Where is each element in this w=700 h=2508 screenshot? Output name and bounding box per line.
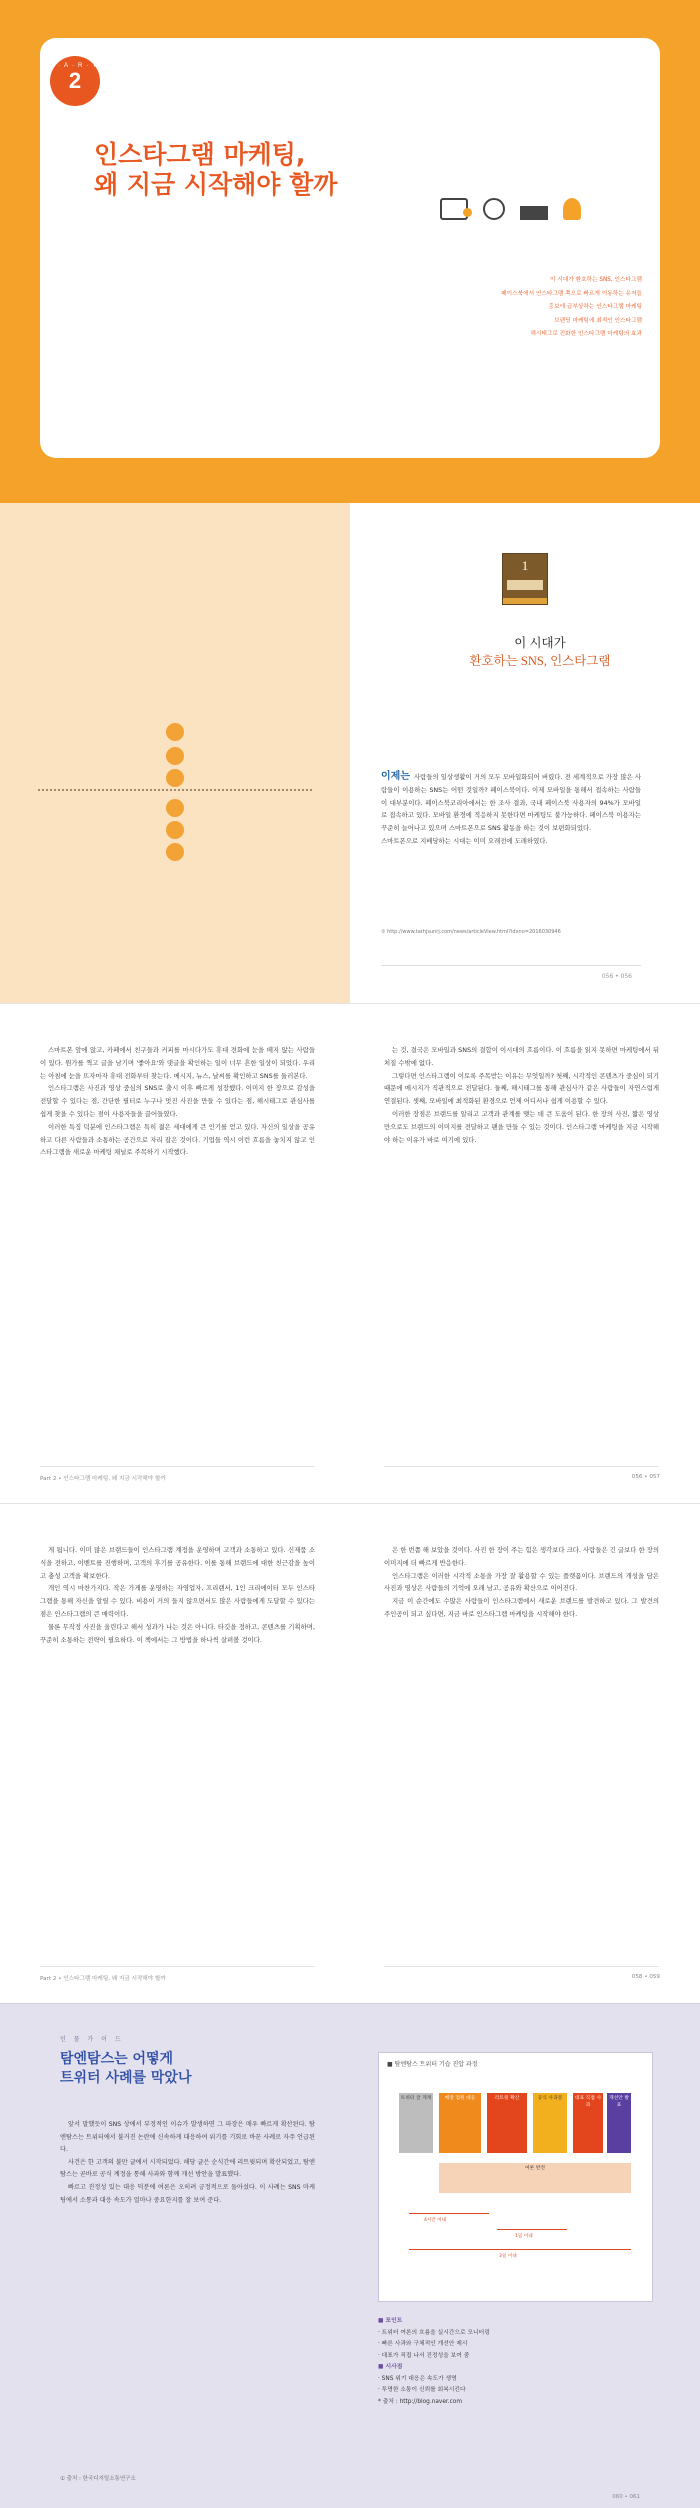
camera-icon xyxy=(483,198,505,220)
section-opener-page xyxy=(0,503,700,1003)
diagram-box: 개선안 발표 xyxy=(607,2093,631,2153)
wifi-icon xyxy=(166,723,184,741)
heart-icon xyxy=(166,843,184,861)
lead-word: 이제는 xyxy=(381,771,410,782)
chapter-number: 1 xyxy=(521,558,529,573)
text-spread-1 xyxy=(0,1003,700,1503)
paragraph: 빠르고 진정성 있는 대응 덕분에 여론은 오히려 긍정적으로 돌아섰다. 이 사례는 SNS 마케팅에서 소통과 대응 속도가 얼마나 중요한지를 잘 보여 준다. xyxy=(60,2183,315,2204)
page-rule xyxy=(384,1966,659,1967)
page-number: 060 • 061 xyxy=(612,2494,640,2500)
text-spread-2 xyxy=(0,1503,700,2003)
part-opener-page xyxy=(0,0,700,503)
note-item: · 투명한 소통이 신뢰를 회복시킨다 xyxy=(378,2387,466,2393)
notes-heading: ■ 시사점 xyxy=(378,2364,403,2370)
running-footer: Part 2 • 인스타그램 마케팅, 왜 지금 시작해야 할까 xyxy=(40,1476,166,1482)
paragraph: 는 것, 결국은 모바일과 SNS의 결합이 이시대의 흐름이다. 이 흐름을 읽지 못하면 마케팅에서 뒤처질 수밖에 없다. xyxy=(384,1046,659,1067)
diagram-box: 대표 직접 사과 xyxy=(573,2093,603,2153)
notes-heading: ■ 포인트 xyxy=(378,2318,403,2324)
page-rule xyxy=(381,965,641,966)
paragraph: 게 됩니다. 이미 많은 브랜드들이 인스타그램 계정을 운영하며 고객과 소통하고 있다. 신제품 소식을 전하고, 이벤트를 진행하며, 고객의 후기를 공유한다. 이를 통해 브랜드에 대한 친근감을 높이고 충성 고객을 확보한다. xyxy=(40,1546,315,1580)
paragraph: 지금 이 순간에도 수많은 사람들이 인스타그램에서 새로운 브랜드를 발견하고 있다. 그 발견의 주인공이 되고 싶다면, 지금 바로 인스타그램 마케팅을 시작해야 한다. xyxy=(384,1597,659,1618)
toc-item[interactable]: 홍보에 급부상하는 인스타그램 마케팅 xyxy=(548,304,642,311)
paragraph: 스마트폰 앞에 앉고, 카페에서 친구들과 커피를 마시다가도 휴대 전화에 눈을 떼지 않는 사람들이 있다. 뭔가를 찍고 글을 남기며 '좋아요'와 댓글을 확인하는 일이 너무 흔한 일상이 되었다. 우리는 아침에 눈을 뜨자마자 휴대 전화부터 찾는다. 메시지, 뉴스, 날씨를 확인하고 SNS를 둘러본다. xyxy=(40,1046,315,1080)
book-bar xyxy=(503,598,547,604)
computer-icon xyxy=(440,198,468,220)
paragraph: 이러한 장점은 브랜드를 알리고 고객과 관계를 맺는 데 큰 도움이 된다. 한 장의 사진, 짧은 영상만으로도 브랜드의 이미지를 전달하고 팬을 만들 수 있는 것이다. 인스타그램 마케팅을 지금 시작해야 하는 이유가 바로 여기에 있다. xyxy=(384,1109,659,1144)
running-footer: Part 2 • 인스타그램 마케팅, 왜 지금 시작해야 할까 xyxy=(40,1976,166,1982)
book-title-strip xyxy=(507,580,543,590)
diagram-box: 공식 사과문 xyxy=(533,2093,567,2153)
video-icon xyxy=(520,206,548,220)
diagram-box: 리트윗 확산 xyxy=(487,2093,527,2153)
paragraph: 사건은 한 고객의 불만 글에서 시작되었다. 해당 글은 순식간에 리트윗되며 확산되었고, 탐엔탐스는 곧바로 공식 계정을 통해 사과와 함께 개선 방안을 발표했다. xyxy=(60,2158,315,2179)
toc-item[interactable]: 브랜딩 마케팅에 최적인 인스타그램 xyxy=(554,317,642,324)
section-heading-small: 이 시대가 xyxy=(514,636,566,650)
diagram-caption: ■ 탐엔탐스 트위터 기습 진압 과정 xyxy=(387,2061,478,2068)
section-body-text: 사람들의 일상생활이 거의 모두 모바일화되어 버렸다. 전 세계적으로 가장 많은 사람들이 이용하는 SNS는 어떤 것일까? 페이스북이다. 이제 모바일을 통해서 접속하는 사람들이 대부분이다. 페이스북코리아에서는 한 조사 결과, 국내 페이스북 사용자의 94%가 모바일로 접속하고 있다. 모바일 환경에 적응하지 못한다면 마케팅도 불가능하다. 페이스북 이용자는 꾸준히 늘어나고 있으며 스마트폰으로 SNS 활동을 하는 것이 보편화되었다. xyxy=(381,773,641,833)
note-source: * 출처 : http://blog.naver.com xyxy=(378,2398,462,2405)
section-side-panel xyxy=(0,503,350,1003)
paragraph: 앞서 말했듯이 SNS 상에서 부정적인 이슈가 발생하면 그 파장은 매우 빠르게 확산된다. 탐엔탐스는 트위터에서 불거진 논란에 신속하게 대응하여 위기를 기회로 바꾼 사례로 자주 언급된다. xyxy=(60,2121,315,2154)
paragraph: 이러한 특징 덕분에 인스타그램은 특히 젊은 세대에게 큰 인기를 얻고 있다. 자신의 일상을 공유하고 다른 사람들과 소통하는 공간으로 자리 잡은 것이다. 기업들 역시 이런 흐름을 놓치지 않고 인스타그램을 새로운 마케팅 채널로 주목하기 시작했다. xyxy=(40,1122,315,1157)
toc-item[interactable]: 해시태그로 진화한 인스타그램 마케팅의 효과 xyxy=(530,331,642,338)
case-title-line2: 트위터 사례를 막았나 xyxy=(60,2070,192,2086)
diagram-box: 매장 점원 대응 xyxy=(439,2093,481,2153)
part-title-line2: 왜 지금 시작해야 할까 xyxy=(94,170,338,199)
section-footnote: ① http://www.tarhjsunrj.com/news/articleView.html?idxno=2016030946 xyxy=(381,929,561,935)
case-study-page xyxy=(0,2003,700,2508)
paragraph: 그렇다면 인스타그램이 이토록 주목받는 이유는 무엇일까? 첫째, 시각적인 콘텐츠가 중심이 되기 때문에 메시지가 직관적으로 전달된다. 둘째, 해시태그를 통해 관심사가 같은 사람들이 자연스럽게 연결된다. 셋째, 모바일에 최적화된 환경으로 언제 어디서나 쉽게 이용할 수 있다. xyxy=(384,1071,659,1106)
left-column xyxy=(40,1544,315,1646)
page-number: 058 • 059 xyxy=(631,1974,660,1980)
timeline-arrow xyxy=(409,2249,631,2250)
camera-icon xyxy=(166,821,184,839)
part-icons xyxy=(440,198,620,222)
note-item: · SNS 위기 대응은 속도가 생명 xyxy=(378,2375,457,2382)
toc-item[interactable]: 페이스북에서 인스타그램 쪽으로 빠르게 이동하는 유저들 xyxy=(501,290,642,297)
paragraph: 인스타그램은 이러한 시각적 소통을 가장 잘 활용할 수 있는 플랫폼이다. 브랜드의 개성을 담은 사진과 영상은 사람들의 기억에 오래 남고, 공유와 확산으로 이어진다. xyxy=(384,1571,659,1593)
note-item: · 트위터 여론의 흐름을 실시간으로 모니터링 xyxy=(378,2329,490,2336)
page-rule xyxy=(384,1466,659,1467)
arrow-label: 3일 이내 xyxy=(499,2254,517,2259)
paragraph: 은 한 번쯤 해 보았을 것이다. 사진 한 장이 주는 힘은 생각보다 크다. 사람들은 긴 글보다 한 장의 이미지에 더 빠르게 반응한다. xyxy=(384,1546,660,1567)
paragraph: 개인 역시 마찬가지다. 작은 가게를 운영하는 자영업자, 프리랜서, 1인 크리에이터 모두 인스타그램을 통해 자신을 알릴 수 있다. 비용이 거의 들지 않으면서도 많은 사람들에게 도달할 수 있다는 점은 인스타그램의 큰 매력이다. xyxy=(40,1584,315,1618)
part-number: 2 xyxy=(68,68,82,93)
part-title xyxy=(94,140,337,200)
toc-item[interactable]: 이 시대가 환호하는 SNS, 인스타그램 xyxy=(550,277,642,283)
right-column xyxy=(384,1544,659,1621)
person-icon xyxy=(563,198,581,220)
diagram-box: 트위터 글 게재 xyxy=(399,2093,433,2153)
arrow-label: 4시간 이내 xyxy=(424,2218,447,2223)
timeline-arrow xyxy=(409,2213,489,2214)
note-item: · 대표가 직접 나서 진정성을 보여 줌 xyxy=(378,2352,470,2359)
left-column xyxy=(40,1044,315,1159)
diagram-box: 여론 반전 xyxy=(439,2163,631,2193)
chapter-book-graphic xyxy=(502,553,548,605)
right-column xyxy=(384,1044,659,1146)
section-body-text-2: 스마트폰으로 지배당하는 시대는 이미 오래전에 도래하였다. xyxy=(381,836,548,845)
case-title xyxy=(60,2050,191,2088)
page-number: 056 • 056 xyxy=(601,973,632,980)
section-heading-large: 환호하는 SNS, 인스타그램 xyxy=(469,654,611,668)
section-body xyxy=(381,771,641,848)
timeline-arrow xyxy=(497,2229,567,2230)
share-icon xyxy=(166,747,184,765)
chat-icon xyxy=(166,799,184,817)
part-label: P·A·R·T xyxy=(50,63,100,69)
signal-icon xyxy=(166,769,184,787)
part-toc xyxy=(501,274,642,342)
page-rule xyxy=(40,1966,315,1967)
part-opener-card xyxy=(40,38,660,458)
case-notes xyxy=(378,2316,653,2408)
arrow-label: 1일 이내 xyxy=(515,2234,533,2239)
timeline-diagram xyxy=(378,2052,653,2302)
case-kicker: 인 물 가 이 드 xyxy=(60,2036,124,2043)
page-rule xyxy=(40,1466,315,1467)
part-title-line1: 인스타그램 마케팅, xyxy=(94,140,306,169)
paragraph: 물론 무작정 사진을 올린다고 해서 성과가 나는 것은 아니다. 타깃을 정하고, 콘텐츠를 기획하며, 꾸준히 소통하는 전략이 필요하다. 이 책에서는 그 방법을 하나씩 살펴볼 것이다. xyxy=(40,1622,315,1644)
note-item: · 빠른 사과와 구체적인 개선안 제시 xyxy=(378,2341,468,2347)
case-footnote: ① 출처 : 한국디지털소통연구소 xyxy=(60,2476,136,2482)
case-title-line1: 탐엔탐스는 어떻게 xyxy=(60,2051,174,2067)
case-body xyxy=(60,2119,315,2207)
dotted-divider xyxy=(38,789,312,791)
part-badge xyxy=(50,56,100,106)
page-number: 056 • 057 xyxy=(631,1474,660,1480)
paragraph: 인스타그램은 사진과 영상 중심의 SNS로 출시 이후 빠르게 성장했다. 이미지 한 장으로 감성을 전달할 수 있다는 점, 간단한 필터로 누구나 멋진 사진을 만들 수 있다는 점, 해시태그로 관심사를 쉽게 찾을 수 있다는 점이 사용자들을 끌어들였다. xyxy=(40,1084,315,1118)
